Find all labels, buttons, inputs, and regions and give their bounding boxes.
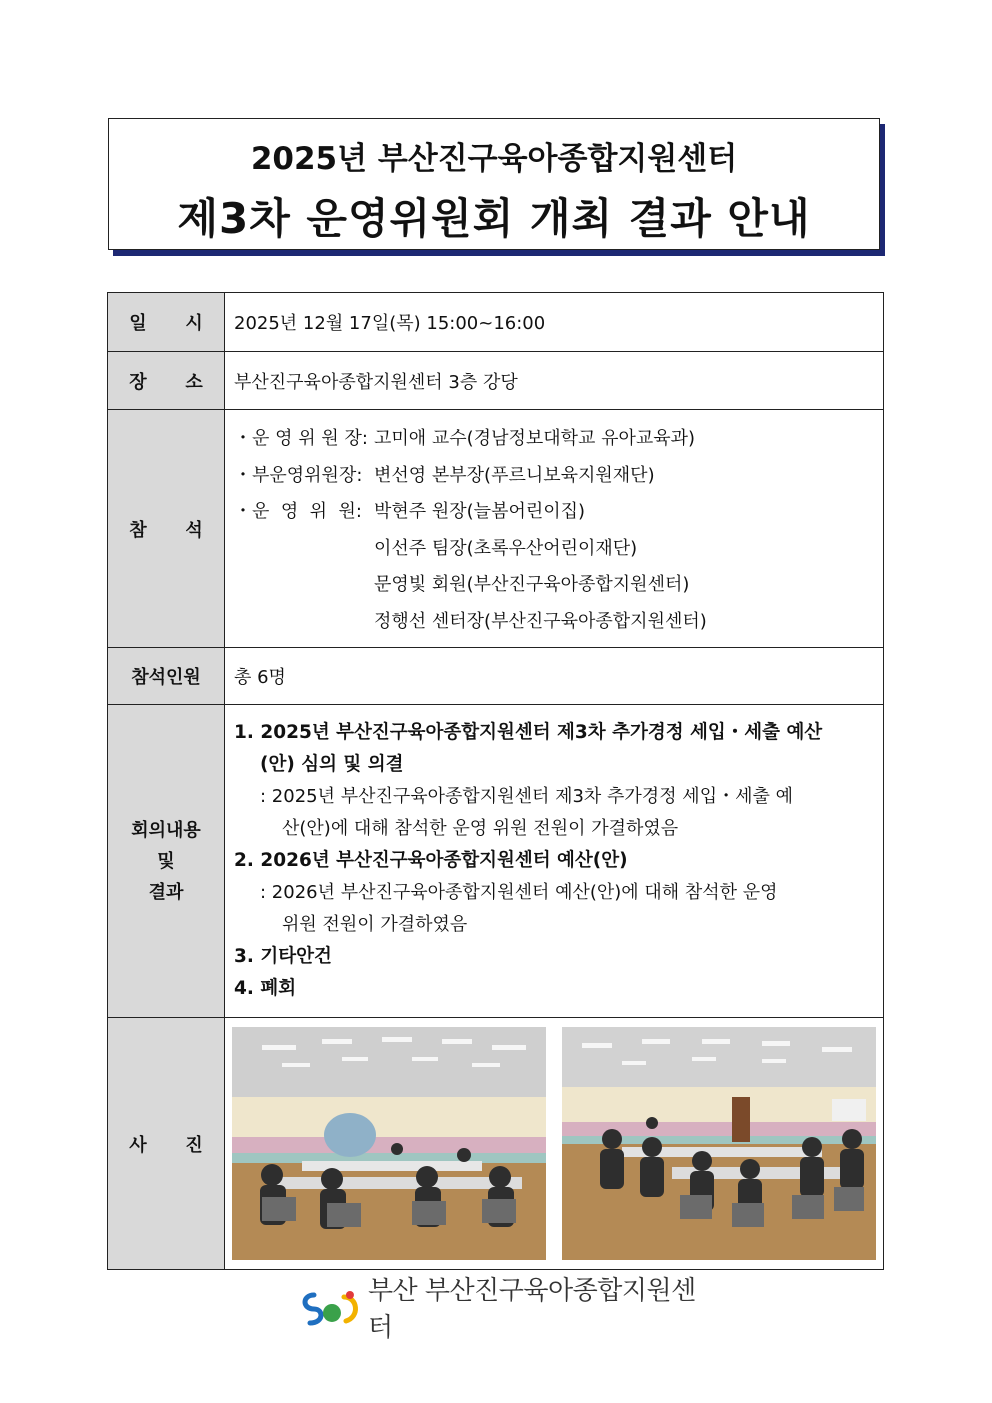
date-value: 2025년 12월 17일(목) 15:00~16:00 (225, 293, 884, 352)
footer-org-text: 부산 부산진구육아종합지원센터 (367, 1276, 696, 1343)
title-box (108, 118, 880, 250)
row-place (108, 352, 884, 410)
footer (300, 1276, 720, 1343)
place-value: 부산진구육아종합지원센터 3층 강당 (225, 352, 884, 410)
attendee-row: 이선주 팀장(초록우산어린이재단) (374, 537, 638, 559)
meeting-photo-1 (232, 1027, 546, 1260)
agenda-item-1-note: : 2025년 부산진구육아종합지원센터 제3차 추가경정 세입・세출 예 (260, 786, 793, 807)
place-label: 장 소 (108, 352, 225, 410)
photo-label: 사 진 (108, 1018, 225, 1270)
date-label: 일 시 (108, 293, 225, 352)
attendee-row: 문영빛 회원(부산진구육아종합지원센터) (374, 574, 690, 596)
count-label: 참석인원 (108, 648, 225, 705)
agenda-item-3-title: 3. 기타안건 (234, 946, 332, 967)
row-date (108, 293, 884, 352)
agenda-item-1-title: 1. 2025년 부산진구육아종합지원센터 제3차 추가경정 세입・세출 예산 (234, 722, 823, 743)
agenda-label: 회의내용 및 결과 (108, 705, 225, 1018)
attendee-row: ・부운영위원장: 변선영 본부장(푸르니보육지원재단) (234, 464, 655, 486)
attendees-list (225, 410, 884, 648)
agenda-item-1-note-cont: 산(안)에 대해 참석한 운영 위원 전원이 가결하였음 (282, 818, 679, 839)
row-attendees (108, 410, 884, 648)
row-count (108, 648, 884, 705)
attendee-row: 정행선 센터장(부산진구육아종합지원센터) (374, 610, 707, 632)
row-photos (108, 1018, 884, 1270)
title-line-2: 제3차 운영위원회 개최 결과 안내 (177, 194, 811, 243)
agenda-item-2-note-cont: 위원 전원이 가결하였음 (282, 914, 468, 935)
photo-cell (225, 1018, 884, 1270)
meeting-photo-2 (562, 1027, 876, 1260)
agenda-item-2-note: : 2026년 부산진구육아종합지원센터 예산(안)에 대해 참석한 운영 (260, 882, 778, 903)
agenda-content (225, 705, 884, 1018)
agenda-item-2-title: 2. 2026년 부산진구육아종합지원센터 예산(안) (234, 850, 628, 871)
count-value: 총 6명 (225, 648, 884, 705)
attendee-row: ・운 영 위 원: 박현주 원장(늘봄어린이집) (234, 501, 586, 523)
info-table (107, 292, 884, 1270)
agenda-item-1-title-cont: (안) 심의 및 의결 (260, 754, 404, 775)
attendees-label: 참 석 (108, 410, 225, 648)
title-line-1: 2025년 부산진구육아종합지원센터 (250, 141, 738, 177)
attendee-row: ・운 영 위 원 장: 고미애 교수(경남정보대학교 유아교육과) (234, 428, 696, 450)
busan-logo-icon (300, 1287, 362, 1327)
agenda-item-4-title: 4. 폐회 (234, 978, 297, 999)
row-agenda (108, 705, 884, 1018)
